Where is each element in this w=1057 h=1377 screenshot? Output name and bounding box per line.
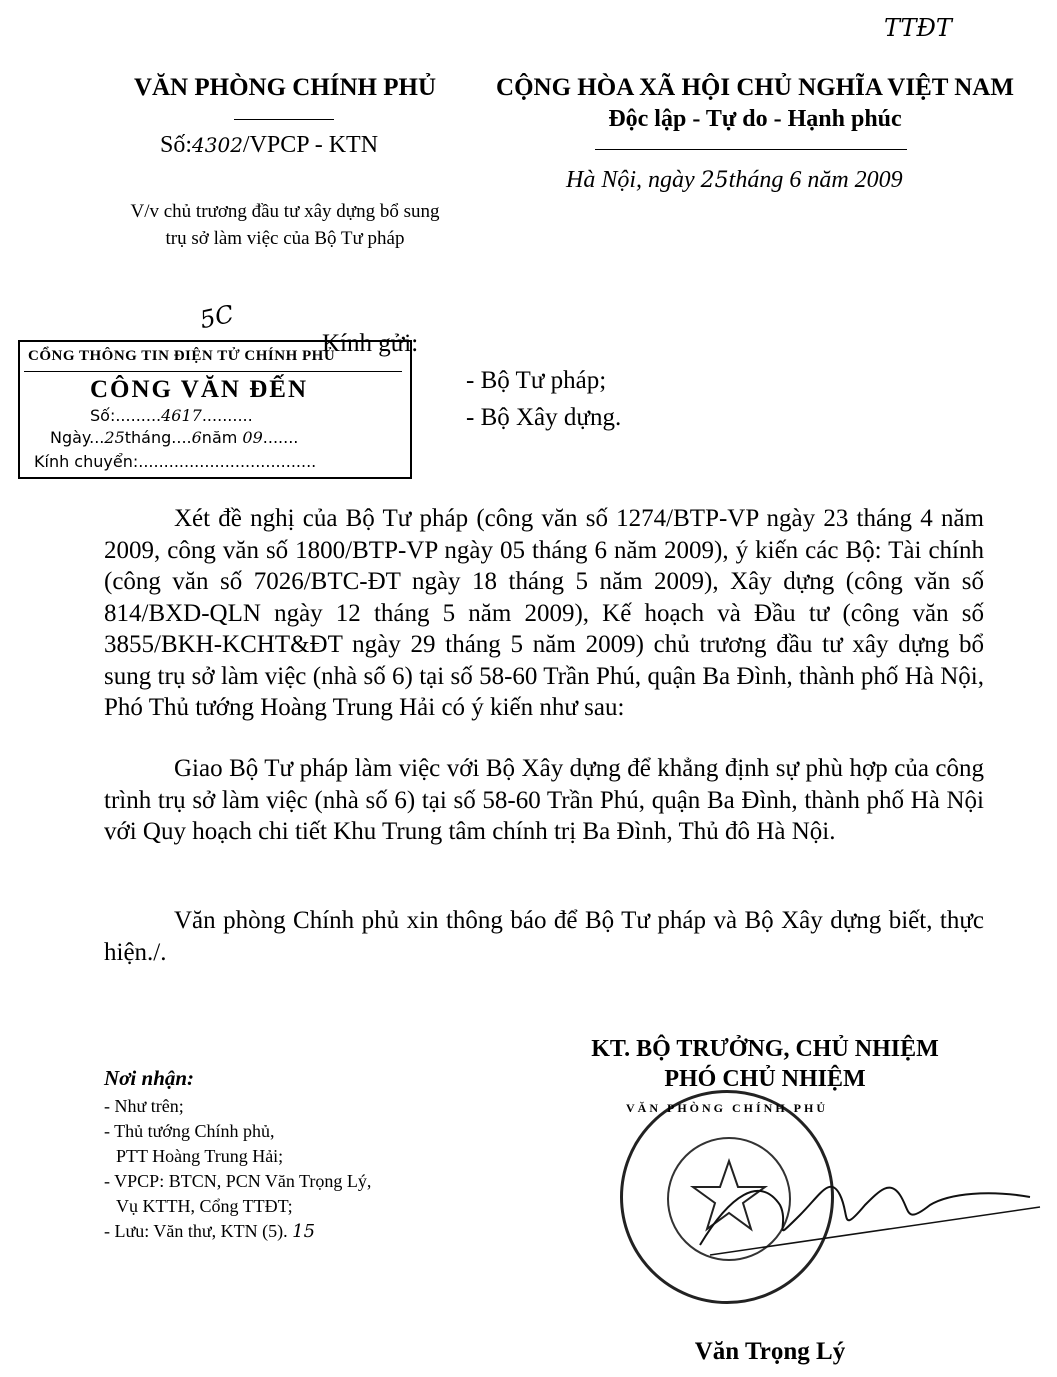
number-suffix: /VPCP - KTN xyxy=(242,132,379,158)
seal-text: VĂN PHÒNG CHÍNH PHỦ xyxy=(626,1101,828,1115)
addressee-item: - Bộ Xây dựng. xyxy=(466,404,622,431)
issue-date xyxy=(566,167,903,194)
signer-name: Văn Trọng Lý xyxy=(694,1338,846,1365)
stamp-so-label: Số: xyxy=(90,406,116,425)
recipient-item xyxy=(104,1219,371,1244)
country-name: CỘNG HÒA XÃ HỘI CHỦ NGHĨA VIỆT NAM xyxy=(496,74,1014,101)
greeting: Kính gửi: xyxy=(322,330,419,357)
stamp-title: CÔNG VĂN ĐẾN xyxy=(90,376,308,403)
signature-title-1: KT. BỘ TRƯỞNG, CHỦ NHIỆM xyxy=(591,1036,939,1062)
recipient-item: - VPCP: BTCN, PCN Văn Trọng Lý, xyxy=(104,1171,372,1191)
recipient-item: - Như trên; xyxy=(104,1096,184,1116)
stamp-thang-label: tháng xyxy=(124,428,172,447)
recipient-item: Vụ KTTH, Cổng TTĐT; xyxy=(116,1196,293,1216)
handwritten-signature xyxy=(690,1135,1050,1285)
stamp-forward-row: Kính chuyển:................................... xyxy=(34,452,317,471)
recipient-item: - Thủ tướng Chính phủ, xyxy=(104,1121,275,1141)
stamp-kinh-chuyen-label: Kính chuyển: xyxy=(34,452,139,471)
stamp-nam-label: năm xyxy=(201,428,238,447)
stamp-thang-value: 6 xyxy=(191,428,202,447)
signature-title-2: PHÓ CHỦ NHIỆM xyxy=(664,1066,866,1092)
subject-line-2: trụ sở làm việc của Bộ Tư pháp xyxy=(165,228,405,249)
date-prefix: Hà Nội, ngày xyxy=(566,167,695,193)
document-number xyxy=(160,132,378,159)
subject-line-1: V/v chủ trương đầu tư xây dựng bổ sung xyxy=(130,201,440,222)
body-paragraph-3: Văn phòng Chính phủ xin thông báo để Bộ Tư pháp và Bộ Xây dựng biết, thực hiện./. xyxy=(104,907,984,966)
stamp-ngay-label: Ngày xyxy=(50,428,90,447)
recipient-item-text: - Lưu: Văn thư, KTN (5). xyxy=(104,1221,288,1241)
recipients-title: Nơi nhận: xyxy=(104,1066,195,1090)
stamp-so-value: 4617 xyxy=(161,406,202,425)
received-stamp xyxy=(18,340,412,479)
agency-name: VĂN PHÒNG CHÍNH PHỦ xyxy=(133,74,437,101)
stamp-nam-value: 09 xyxy=(242,428,263,447)
agency-underline xyxy=(234,119,334,120)
motto-underline xyxy=(595,149,907,150)
body-paragraph-2: Giao Bộ Tư pháp làm việc với Bộ Xây dựng để khẳng định sự phù hợp của công trình trụ sở làm việc (nhà số 6) tại số 58-60 Trần Phú, quận Ba Đình, thành phố Hà Nội với Quy hoạch chi tiết Khu Trung tâm chính trị Ba Đình, Thủ đô Hà Nội. xyxy=(104,755,984,845)
date-suffix: tháng 6 năm 2009 xyxy=(728,167,903,193)
stamp-handwritten-note: 5C xyxy=(197,299,237,335)
stamp-ngay-value: 25 xyxy=(104,428,125,447)
number-label: Số: xyxy=(160,132,193,158)
recipients-handwritten-count: 15 xyxy=(292,1221,316,1242)
stamp-date-row: Ngày...25tháng....6năm 09....... xyxy=(50,428,299,447)
stamp-number-row: Số:.........4617.......... xyxy=(90,406,253,425)
addressee-item: - Bộ Tư pháp; xyxy=(466,367,607,394)
date-day-handwritten: 25 xyxy=(700,168,729,193)
national-motto: Độc lập - Tự do - Hạnh phúc xyxy=(608,106,902,132)
stamp-divider xyxy=(24,371,402,372)
recipients-list xyxy=(104,1094,371,1244)
corner-handwritten-mark: TTĐT xyxy=(884,14,952,42)
stamp-org-name: CỔNG THÔNG TIN ĐIỆN TỬ CHÍNH PHỦ xyxy=(28,348,336,364)
body-paragraph-1: Xét đề nghị của Bộ Tư pháp (công văn số 1274/BTP-VP ngày 23 tháng 4 năm 2009, công văn số 1800/BTP-VP ngày 05 tháng 6 năm 2009), ý kiến các Bộ: Tài chính (công văn số 7026/BTC-ĐT ngày 18 tháng 5 năm 2009), Xây dựng (công văn số 814/BXD-QLN ngày 12 tháng 5 năm 2009), Kế hoạch và Đầu tư (công văn số 3855/BKH-KCHT&ĐT ngày 29 tháng 5 năm 2009) chủ trương đầu tư xây dựng bổ sung trụ sở làm việc (nhà số 6) tại số 58-60 Trần Phú, quận Ba Đình, thành phố Hà Nội, Phó Thủ tướng Hoàng Trung Hải có ý kiến như sau: xyxy=(104,505,984,721)
document-subject xyxy=(70,198,500,252)
recipient-item: PTT Hoàng Trung Hải; xyxy=(116,1146,284,1166)
number-handwritten: 4302 xyxy=(192,133,243,157)
